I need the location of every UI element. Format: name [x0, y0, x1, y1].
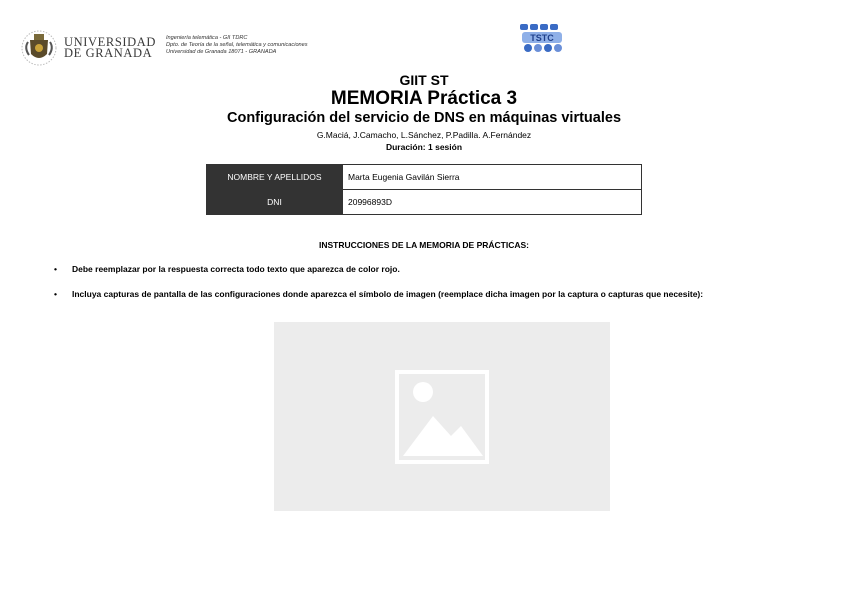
university-name-line2: DE GRANADA — [64, 46, 153, 60]
table-row — [207, 190, 642, 215]
tstc-logo-icon — [518, 22, 568, 54]
bullet-icon: • — [54, 264, 57, 274]
table-row — [207, 165, 642, 190]
dept-line3: Universidad de Granada 18071 - GRANADA — [166, 49, 277, 55]
list-item — [54, 289, 782, 300]
instruction-text: Incluya capturas de pantalla de las configuraciones donde aparezca el símbolo de imagen (reemplace dicha imagen por la captura o capturas que necesite): — [72, 289, 704, 299]
university-crest-icon — [20, 28, 58, 68]
university-name-line1: UNIVERSIDAD — [64, 35, 157, 49]
dni-value[interactable]: 20996893D — [343, 190, 642, 215]
name-value[interactable]: Marta Eugenia Gavilán Sierra — [343, 165, 642, 190]
name-label: NOMBRE Y APELLIDOS — [207, 165, 343, 190]
student-info-table — [206, 164, 642, 215]
instructions-title: INSTRUCCIONES DE LA MEMORIA DE PRÁCTICAS: — [319, 240, 529, 250]
subject-title: GIIT ST — [399, 72, 449, 88]
bullet-icon: • — [54, 289, 57, 299]
authors: G.Maciá, J.Camacho, L.Sánchez, P.Padilla. A.Fernández — [316, 130, 532, 140]
duration: Duración: 1 sesión — [385, 142, 463, 152]
dept-line2: Dpto. de Teoría de la señal, telemática y comunicaciones — [166, 42, 308, 48]
instruction-text: Debe reemplazar por la respuesta correcta todo texto que aparezca de color rojo. — [72, 264, 400, 274]
page-subtitle: Configuración del servicio de DNS en máquinas virtuales — [226, 110, 622, 126]
page-title: MEMORIA Práctica 3 — [330, 88, 518, 109]
dept-line1: Ingeniería telemática - GII TDRC — [166, 35, 248, 41]
image-placeholder[interactable] — [274, 322, 610, 511]
image-placeholder-icon — [395, 370, 489, 464]
university-name — [64, 37, 156, 59]
list-item — [54, 264, 782, 275]
department-info — [166, 35, 308, 56]
dni-label: DNI — [207, 190, 343, 215]
tstc-logo-text: TSTC — [530, 33, 554, 43]
